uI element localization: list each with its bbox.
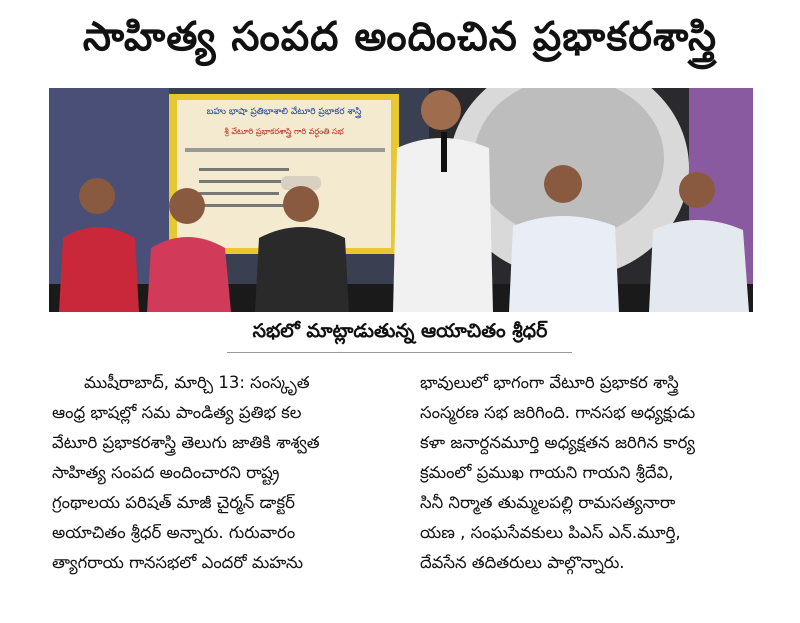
article-line: కళా జనార్దనమూర్తి అధ్యక్షతన జరిగిన కార్య xyxy=(420,433,695,452)
article-line: దేవసేన తదితరులు పాల్గొన్నారు. xyxy=(420,553,625,572)
banner-line-1: బహు భాషా ప్రతిభాశాలి వేటూరి ప్రభాకర శాస్త్రి xyxy=(206,107,362,117)
article-column-left xyxy=(52,368,392,578)
article-line: సంస్మరణ సభ జరిగింది. గానసభ అధ్యక్షుడు xyxy=(420,403,696,422)
caption-divider xyxy=(227,352,572,353)
article-line: సినీ నిర్మాత తుమ్మలపల్లి రామసత్యనారా xyxy=(420,493,676,512)
article-line: భావులులో భాగంగా వేటూరి ప్రభాకర శాస్త్రి xyxy=(420,373,679,392)
article-line: ముషీరాబాద్, మార్చి 13: సంస్కృత xyxy=(84,373,310,392)
article-line: యణ , సంఘసేవకులు పిఎస్ ఎన్.మూర్తి, xyxy=(420,523,681,542)
article-line: త్యాగరాయ గానసభలో ఎందరో మహను xyxy=(52,553,304,572)
article-line: ఆంధ్ర భాషల్లో సమ పాండిత్య ప్రతిభ కల xyxy=(52,403,302,422)
article-line: సాహిత్య సంపద అందించారని రాష్ట్ర xyxy=(52,463,280,482)
photo-caption: సభలో మాట్లాడుతున్న ఆయాచితం శ్రీధర్ xyxy=(252,319,548,342)
article-column-right xyxy=(420,368,760,578)
banner-line-2: శ్రీ వేటూరి ప్రభాకరశాస్త్రి గారి వర్ధంతి సభ xyxy=(224,127,344,136)
headline: సాహిత్య సంపద అందించిన ప్రభాకరశాస్త్రి xyxy=(82,14,718,60)
article-line: క్రమంలో ప్రముఖ గాయని గాయని శ్రీదేవి, xyxy=(420,463,674,482)
event-photo xyxy=(49,88,753,312)
article-line: అయాచితం శ్రీధర్ అన్నారు. గురువారం xyxy=(52,523,296,542)
article-line: వేటూరి ప్రభాకరశాస్త్రి తెలుగు జాతికి శాశ్వత xyxy=(52,433,320,452)
article-line: గ్రంథాలయ పరిషత్ మాజీ చైర్మన్ డాక్టర్ xyxy=(52,493,295,512)
